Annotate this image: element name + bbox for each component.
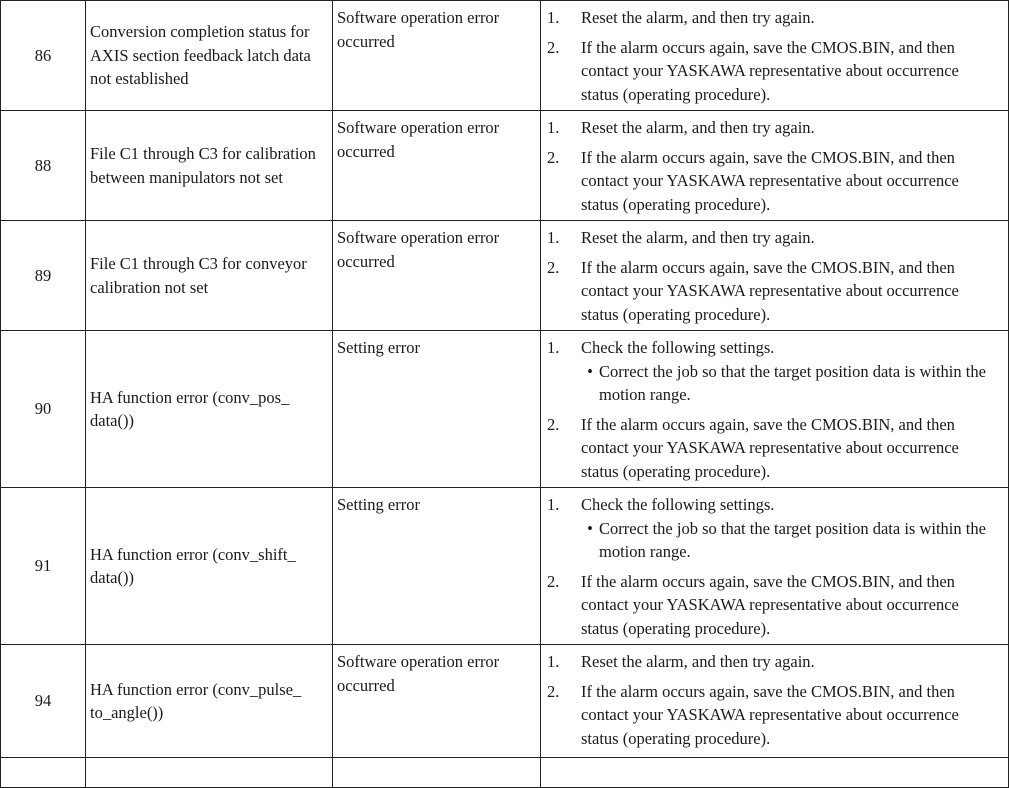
step-body — [581, 493, 998, 564]
step-text: Reset the alarm, and then try again. — [581, 228, 815, 247]
alarm-type: Software operation error occurred — [333, 1, 541, 111]
alarm-remedy — [541, 331, 1009, 488]
step-number: 1. — [547, 118, 560, 137]
remedy-step — [547, 116, 998, 140]
alarm-cause: HA function error (conv_pulse_ to_angle()) — [86, 645, 333, 758]
step-text: Check the following settings. — [581, 495, 775, 514]
alarm-row — [1, 221, 1009, 331]
remedy-step — [547, 226, 998, 250]
remedy-step — [547, 6, 998, 30]
step-body — [581, 680, 998, 751]
step-number: 1. — [547, 228, 560, 247]
alarm-remedy — [541, 221, 1009, 331]
alarm-cause: HA function error (conv_pos_ data()) — [86, 331, 333, 488]
empty-cell — [1, 758, 86, 788]
bullet-text: Correct the job so that the target position data is within the motion range. — [599, 518, 986, 561]
step-body — [581, 256, 998, 327]
alarm-remedy — [541, 111, 1009, 221]
step-number: 1. — [547, 495, 560, 514]
step-text: If the alarm occurs again, save the CMOS.BIN, and then contact your YASKAWA representative about occurrence status (operating procedure). — [581, 681, 959, 748]
alarm-remedy — [541, 488, 1009, 645]
remedy-step — [547, 680, 998, 751]
alarm-row — [1, 1, 1009, 111]
step-body — [581, 570, 998, 641]
step-number: 2. — [547, 414, 560, 434]
step-body — [581, 226, 998, 250]
step-text: If the alarm occurs again, save the CMOS.BIN, and then contact your YASKAWA representative about occurrence status (operating procedure). — [581, 414, 959, 481]
alarm-code: 86 — [1, 1, 86, 111]
step-body — [581, 336, 998, 407]
step-number: 1. — [547, 338, 560, 357]
empty-cell — [541, 758, 1009, 788]
alarm-cause: File C1 through C3 for calibration between manipulators not set — [86, 111, 333, 221]
alarm-type: Software operation error occurred — [333, 645, 541, 758]
alarm-cause: Conversion completion status for AXIS section feedback latch data not established — [86, 1, 333, 111]
step-text: If the alarm occurs again, save the CMOS.BIN, and then contact your YASKAWA representative about occurrence status (operating procedure). — [581, 147, 959, 214]
step-text: Check the following settings. — [581, 338, 775, 357]
step-body — [581, 6, 998, 30]
remedy-step — [547, 570, 998, 641]
step-text: Reset the alarm, and then try again. — [581, 652, 815, 671]
alarm-code: 88 — [1, 111, 86, 221]
step-body — [581, 146, 998, 217]
step-number: 2. — [547, 147, 560, 167]
alarm-row — [1, 645, 1009, 758]
step-text: If the alarm occurs again, save the CMOS.BIN, and then contact your YASKAWA representative about occurrence status (operating procedure). — [581, 257, 959, 324]
step-number: 2. — [547, 257, 560, 277]
alarm-code: 94 — [1, 645, 86, 758]
bullet-text: Correct the job so that the target position data is within the motion range. — [599, 361, 986, 404]
remedy-step — [547, 650, 998, 674]
alarm-row-partial — [1, 758, 1009, 788]
alarm-remedy — [541, 645, 1009, 758]
alarm-type: Setting error — [333, 488, 541, 645]
alarm-row — [1, 331, 1009, 488]
alarm-cause: File C1 through C3 for conveyor calibration not set — [86, 221, 333, 331]
alarm-type: Setting error — [333, 331, 541, 488]
alarm-remedy — [541, 1, 1009, 111]
step-bullet — [581, 517, 998, 564]
alarm-type: Software operation error occurred — [333, 221, 541, 331]
bullet-icon: • — [587, 518, 593, 538]
step-number: 1. — [547, 8, 560, 27]
step-text: If the alarm occurs again, save the CMOS.BIN, and then contact your YASKAWA representative about occurrence status (operating procedure). — [581, 571, 959, 638]
step-body — [581, 413, 998, 484]
alarm-cause: HA function error (conv_shift_ data()) — [86, 488, 333, 645]
step-number: 2. — [547, 681, 560, 701]
step-text: If the alarm occurs again, save the CMOS.BIN, and then contact your YASKAWA representative about occurrence status (operating procedure). — [581, 37, 959, 104]
alarm-table-body — [1, 1, 1009, 788]
step-body — [581, 650, 998, 674]
alarm-code: 91 — [1, 488, 86, 645]
step-number: 2. — [547, 37, 560, 57]
step-text: Reset the alarm, and then try again. — [581, 8, 815, 27]
remedy-step — [547, 146, 998, 217]
alarm-type: Software operation error occurred — [333, 111, 541, 221]
alarm-code: 89 — [1, 221, 86, 331]
alarm-code: 90 — [1, 331, 86, 488]
step-number: 1. — [547, 652, 560, 671]
step-body — [581, 36, 998, 107]
step-bullet — [581, 360, 998, 407]
empty-cell — [333, 758, 541, 788]
step-text: Reset the alarm, and then try again. — [581, 118, 815, 137]
bullet-icon: • — [587, 361, 593, 381]
remedy-step — [547, 413, 998, 484]
remedy-step — [547, 493, 998, 564]
remedy-step — [547, 256, 998, 327]
step-body — [581, 116, 998, 140]
empty-cell — [86, 758, 333, 788]
remedy-step — [547, 36, 998, 107]
alarm-row — [1, 488, 1009, 645]
remedy-step — [547, 336, 998, 407]
step-number: 2. — [547, 571, 560, 591]
alarm-row — [1, 111, 1009, 221]
